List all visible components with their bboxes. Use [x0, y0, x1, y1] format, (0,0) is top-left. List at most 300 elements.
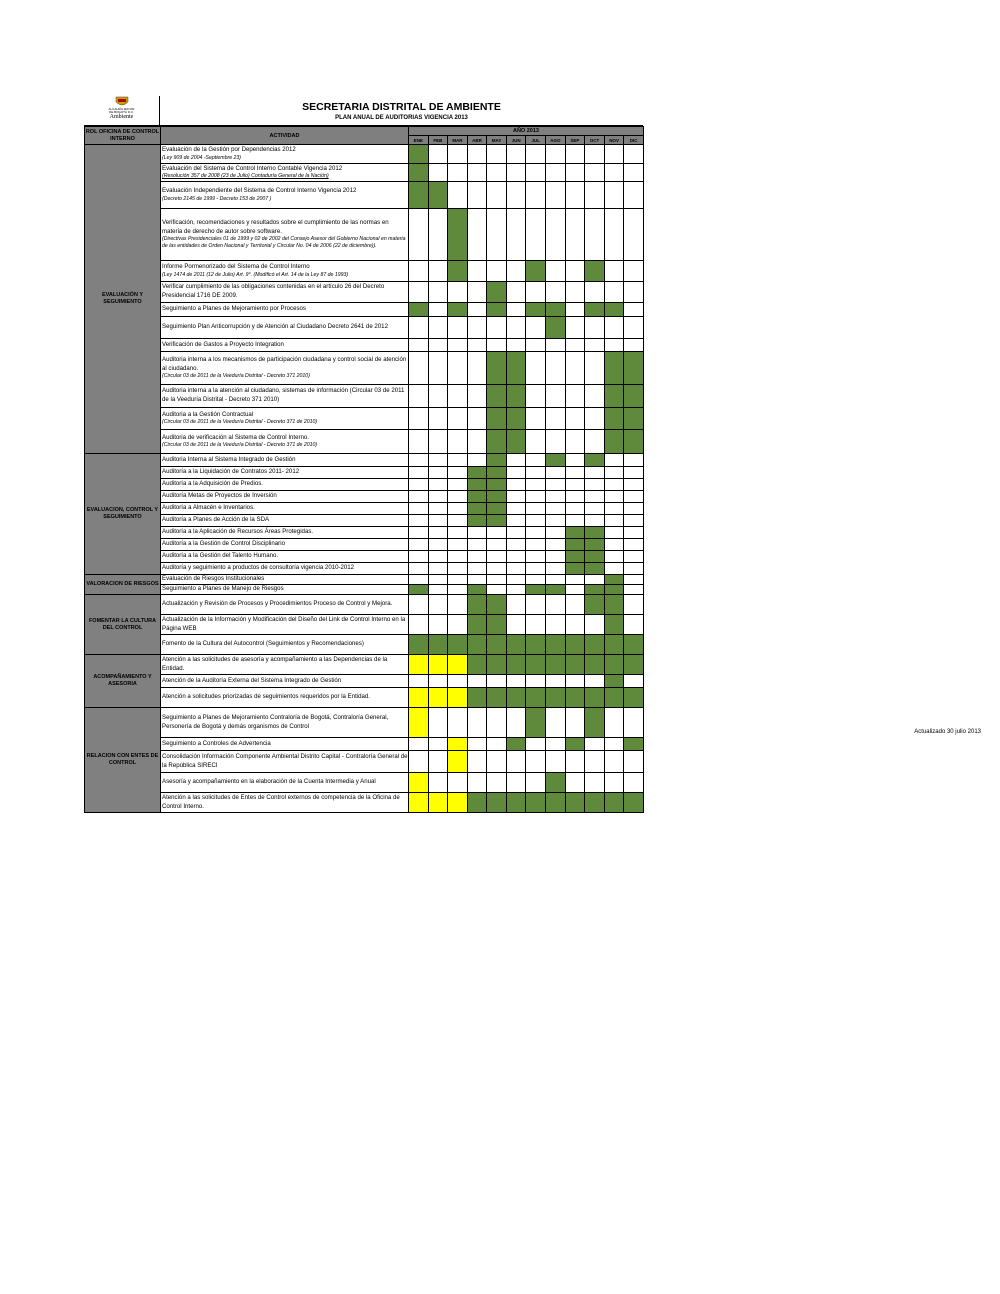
month-cell — [546, 339, 566, 352]
month-cell — [487, 145, 507, 164]
month-cell — [624, 479, 644, 491]
scheduled-month-cell — [604, 675, 624, 688]
activity-text: Evaluación del Sistema de Control Interno Contable Vigencia 2012 — [162, 164, 343, 172]
month-cell — [565, 282, 585, 303]
activity-cell — [161, 339, 409, 352]
month-cell — [506, 467, 526, 479]
activity-row — [85, 408, 644, 430]
month-header: SEP — [565, 136, 585, 145]
month-cell — [428, 145, 448, 164]
month-cell — [526, 527, 546, 539]
highlighted-month-cell — [448, 738, 468, 751]
scheduled-month-cell — [585, 688, 605, 708]
scheduled-month-cell — [604, 595, 624, 615]
month-cell — [526, 503, 546, 515]
scheduled-month-cell — [467, 655, 487, 675]
activity-cell — [161, 793, 409, 813]
activity-legal-note: (Directivas Presidenciales 01 de 1999 y 02 de 2002 del Consejo Asesor del Gobierno Nacional en materia de las entidades de Orden Nacional y Territorial y Circular No. 04 de 2006 (22 de diciembre)). — [162, 236, 406, 250]
month-cell — [448, 491, 468, 503]
scheduled-month-cell — [565, 688, 585, 708]
scheduled-month-cell — [487, 635, 507, 655]
month-cell — [624, 303, 644, 317]
month-cell — [467, 430, 487, 454]
month-cell — [526, 479, 546, 491]
scheduled-month-cell — [487, 282, 507, 303]
scheduled-month-cell — [604, 303, 624, 317]
activity-text: Auditoría y seguimiento a productos de consultoría vigencia 2010-2012 — [162, 564, 355, 572]
month-cell — [448, 182, 468, 209]
activity-row — [85, 575, 644, 585]
scheduled-month-cell — [565, 527, 585, 539]
month-cell — [565, 182, 585, 209]
scheduled-month-cell — [526, 585, 546, 595]
scheduled-month-cell — [467, 635, 487, 655]
activity-cell — [161, 282, 409, 303]
month-cell — [565, 408, 585, 430]
activity-cell — [161, 408, 409, 430]
month-cell — [409, 408, 429, 430]
month-cell — [506, 675, 526, 688]
month-cell — [506, 145, 526, 164]
activity-text: Evaluación de Riesgos Institucionales — [162, 575, 265, 583]
scheduled-month-cell — [526, 261, 546, 282]
activity-cell — [161, 430, 409, 454]
scheduled-month-cell — [467, 479, 487, 491]
month-cell — [604, 539, 624, 551]
month-cell — [624, 454, 644, 467]
month-cell — [565, 352, 585, 385]
month-cell — [585, 515, 605, 527]
month-cell — [487, 751, 507, 773]
activity-text: Atención a solicitudes priorizadas de seguimientos requeridos por la Entidad. — [162, 693, 370, 701]
scheduled-month-cell — [487, 793, 507, 813]
month-cell — [624, 585, 644, 595]
highlighted-month-cell — [428, 688, 448, 708]
month-cell — [604, 479, 624, 491]
month-header: NOV — [604, 136, 624, 145]
month-cell — [428, 209, 448, 261]
scheduled-month-cell — [546, 303, 566, 317]
month-cell — [428, 615, 448, 635]
month-cell — [526, 467, 546, 479]
activity-text: Seguimiento Plan Anticorrupción y de Atención al Ciudadano Decreto 2641 de 2012 — [162, 323, 388, 331]
month-cell — [565, 675, 585, 688]
month-cell — [506, 339, 526, 352]
month-cell — [526, 317, 546, 339]
activity-cell — [161, 551, 409, 563]
month-cell — [585, 317, 605, 339]
month-cell — [526, 145, 546, 164]
month-cell — [565, 615, 585, 635]
month-cell — [428, 164, 448, 182]
month-cell — [487, 575, 507, 585]
month-cell — [624, 339, 644, 352]
month-cell — [409, 317, 429, 339]
month-cell — [448, 595, 468, 615]
month-cell — [487, 551, 507, 563]
month-cell — [604, 708, 624, 738]
activity-text: Actualización de la Información y Modificación del Diseño del Link de Control Interno en la Página WEB — [162, 615, 406, 632]
month-cell — [526, 539, 546, 551]
scheduled-month-cell — [448, 261, 468, 282]
scheduled-month-cell — [565, 539, 585, 551]
scheduled-month-cell — [487, 491, 507, 503]
scheduled-month-cell — [487, 408, 507, 430]
month-cell — [526, 773, 546, 793]
month-cell — [467, 551, 487, 563]
month-cell — [546, 738, 566, 751]
month-cell — [546, 282, 566, 303]
month-cell — [565, 209, 585, 261]
month-cell — [428, 339, 448, 352]
month-cell — [526, 515, 546, 527]
month-cell — [624, 467, 644, 479]
activity-row — [85, 551, 644, 563]
activity-legal-note: (Resolución 357 de 2008 (23 de Julio) Contaduría General de la Nación) — [162, 173, 329, 180]
month-cell — [467, 773, 487, 793]
month-cell — [428, 563, 448, 575]
activity-row — [85, 352, 644, 385]
activity-row — [85, 615, 644, 635]
month-cell — [409, 261, 429, 282]
month-cell — [624, 708, 644, 738]
month-cell — [467, 339, 487, 352]
month-cell — [585, 467, 605, 479]
month-cell — [506, 261, 526, 282]
month-cell — [448, 145, 468, 164]
activity-row — [85, 479, 644, 491]
scheduled-month-cell — [487, 595, 507, 615]
month-cell — [546, 595, 566, 615]
month-cell — [448, 708, 468, 738]
month-cell — [409, 563, 429, 575]
month-cell — [546, 527, 566, 539]
scheduled-month-cell — [428, 182, 448, 209]
month-cell — [624, 615, 644, 635]
activity-text: Auditoría a la Gestión del Talento Humano. — [162, 552, 279, 560]
activity-text: Auditoría a la Adquisición de Predios. — [162, 480, 263, 488]
scheduled-month-cell — [546, 585, 566, 595]
activity-cell — [161, 615, 409, 635]
month-cell — [526, 408, 546, 430]
scheduled-month-cell — [565, 793, 585, 813]
month-cell — [526, 164, 546, 182]
month-cell — [546, 385, 566, 408]
month-cell — [448, 339, 468, 352]
month-cell — [487, 563, 507, 575]
logo-line-3: Ambiente — [109, 114, 134, 120]
month-cell — [624, 551, 644, 563]
month-cell — [585, 164, 605, 182]
scheduled-month-cell — [624, 793, 644, 813]
scheduled-month-cell — [506, 793, 526, 813]
month-cell — [565, 491, 585, 503]
activity-text: Actualización y Revisión de Procesos y Procedimientos Proceso de Control y Mejora. — [162, 600, 393, 608]
month-cell — [526, 339, 546, 352]
month-cell — [448, 352, 468, 385]
month-cell — [428, 430, 448, 454]
month-header: FEB — [428, 136, 448, 145]
scheduled-month-cell — [565, 635, 585, 655]
month-cell — [565, 515, 585, 527]
month-cell — [585, 430, 605, 454]
role-group-label: RELACION CON ENTES DE CONTROL — [85, 708, 161, 813]
scheduled-month-cell — [506, 688, 526, 708]
month-cell — [585, 575, 605, 585]
scheduled-month-cell — [565, 738, 585, 751]
month-cell — [604, 182, 624, 209]
month-cell — [624, 675, 644, 688]
month-cell — [428, 773, 448, 793]
month-cell — [448, 551, 468, 563]
month-cell — [506, 303, 526, 317]
month-cell — [546, 675, 566, 688]
activity-cell — [161, 585, 409, 595]
month-cell — [506, 479, 526, 491]
activity-row — [85, 793, 644, 813]
month-cell — [467, 675, 487, 688]
month-cell — [624, 527, 644, 539]
month-cell — [409, 539, 429, 551]
month-cell — [565, 585, 585, 595]
scheduled-month-cell — [624, 430, 644, 454]
scheduled-month-cell — [487, 503, 507, 515]
month-cell — [624, 209, 644, 261]
month-cell — [467, 182, 487, 209]
activity-cell — [161, 467, 409, 479]
activity-text: Seguimiento a Planes de Mejoramiento por Procesos — [162, 305, 306, 313]
activity-row — [85, 595, 644, 615]
month-cell — [506, 503, 526, 515]
month-cell — [624, 515, 644, 527]
month-cell — [624, 751, 644, 773]
month-cell — [448, 408, 468, 430]
month-cell — [624, 503, 644, 515]
month-cell — [409, 595, 429, 615]
month-cell — [448, 675, 468, 688]
scheduled-month-cell — [487, 479, 507, 491]
month-cell — [526, 182, 546, 209]
highlighted-month-cell — [428, 655, 448, 675]
scheduled-month-cell — [546, 635, 566, 655]
month-cell — [624, 773, 644, 793]
month-cell — [506, 282, 526, 303]
month-cell — [487, 317, 507, 339]
month-cell — [409, 738, 429, 751]
activity-legal-note: (Ley 1474 de 2011 (12 de Julio) Art. 9°. (Modificó el Art. 14 de la Ley 87 de 1993) — [162, 271, 349, 278]
scheduled-month-cell — [487, 352, 507, 385]
scheduled-month-cell — [506, 430, 526, 454]
month-cell — [565, 595, 585, 615]
month-cell — [585, 385, 605, 408]
month-cell — [546, 503, 566, 515]
activity-text: Evaluación Independiente del Sistema de Control Interno Vigencia 2012 — [162, 187, 357, 195]
month-cell — [604, 164, 624, 182]
month-cell — [546, 575, 566, 585]
month-cell — [467, 751, 487, 773]
activity-cell — [161, 515, 409, 527]
month-cell — [428, 675, 448, 688]
month-cell — [604, 738, 624, 751]
month-cell — [546, 551, 566, 563]
month-cell — [624, 145, 644, 164]
scheduled-month-cell — [467, 793, 487, 813]
scheduled-month-cell — [604, 635, 624, 655]
month-cell — [546, 751, 566, 773]
month-cell — [487, 585, 507, 595]
activity-row — [85, 209, 644, 261]
activity-text: Auditoría Metas de Proyectos de Inversión — [162, 492, 277, 500]
month-cell — [565, 751, 585, 773]
scheduled-month-cell — [467, 467, 487, 479]
month-cell — [526, 551, 546, 563]
month-cell — [506, 751, 526, 773]
scheduled-month-cell — [409, 182, 429, 209]
month-cell — [448, 575, 468, 585]
scheduled-month-cell — [565, 551, 585, 563]
month-cell — [546, 515, 566, 527]
scheduled-month-cell — [624, 385, 644, 408]
scheduled-month-cell — [585, 551, 605, 563]
scheduled-month-cell — [526, 688, 546, 708]
month-cell — [585, 339, 605, 352]
month-cell — [428, 282, 448, 303]
activity-text: Auditoria Interna al Sistema Integrado de Gestión — [162, 455, 296, 463]
scheduled-month-cell — [467, 688, 487, 708]
month-cell — [467, 454, 487, 467]
scheduled-month-cell — [585, 708, 605, 738]
activity-cell — [161, 145, 409, 164]
month-cell — [585, 182, 605, 209]
month-cell — [448, 539, 468, 551]
scheduled-month-cell — [506, 352, 526, 385]
activity-cell — [161, 261, 409, 282]
activity-text: Atención a las solicitudes de asesoría y acompañamiento a las Dependencias de la Entidad. — [162, 655, 388, 672]
month-cell — [506, 491, 526, 503]
month-cell — [585, 352, 605, 385]
month-cell — [624, 182, 644, 209]
month-cell — [409, 615, 429, 635]
month-cell — [448, 615, 468, 635]
month-cell — [565, 164, 585, 182]
scheduled-month-cell — [448, 303, 468, 317]
scheduled-month-cell — [624, 408, 644, 430]
activity-row — [85, 467, 644, 479]
audit-plan-document — [84, 96, 643, 813]
month-cell — [409, 339, 429, 352]
scheduled-month-cell — [604, 430, 624, 454]
scheduled-month-cell — [546, 655, 566, 675]
activity-text: Atención a las solicitudes de Entes de Control externos de competencia de la Oficina de Control Interno. — [162, 793, 400, 810]
month-cell — [546, 479, 566, 491]
month-cell — [428, 352, 448, 385]
month-cell — [506, 539, 526, 551]
month-cell — [487, 261, 507, 282]
scheduled-month-cell — [526, 303, 546, 317]
scheduled-month-cell — [604, 575, 624, 585]
activity-legal-note: (Circular 03 de 2011 de la Veeduría Distrital - Decreto 371 de 2010) — [162, 419, 318, 426]
highlighted-month-cell — [409, 655, 429, 675]
month-cell — [506, 317, 526, 339]
scheduled-month-cell — [604, 615, 624, 635]
scheduled-month-cell — [409, 303, 429, 317]
month-cell — [526, 491, 546, 503]
month-cell — [546, 539, 566, 551]
month-cell — [565, 317, 585, 339]
scheduled-month-cell — [624, 352, 644, 385]
activity-text: Auditoria interna a la atención al ciudadano, sistemas de información (Circular 03 de 2011 de la Veeduría Distrital - Decreto 371 2010) — [162, 387, 405, 403]
activity-text: Evaluación de la Gestión por Dependencias 2012 — [162, 146, 296, 154]
scheduled-month-cell — [546, 317, 566, 339]
month-cell — [546, 491, 566, 503]
scheduled-month-cell — [428, 635, 448, 655]
month-cell — [546, 145, 566, 164]
highlighted-month-cell — [409, 708, 429, 738]
month-cell — [409, 209, 429, 261]
activity-row — [85, 539, 644, 551]
highlighted-month-cell — [409, 688, 429, 708]
scheduled-month-cell — [604, 793, 624, 813]
logo-line-1: ALCALDÍA MAYOR — [108, 107, 135, 111]
scheduled-month-cell — [565, 563, 585, 575]
month-cell — [428, 491, 448, 503]
month-cell — [506, 595, 526, 615]
month-cell — [565, 385, 585, 408]
scheduled-month-cell — [467, 595, 487, 615]
activity-cell — [161, 635, 409, 655]
activity-row — [85, 585, 644, 595]
scheduled-month-cell — [467, 585, 487, 595]
month-cell — [526, 595, 546, 615]
month-cell — [428, 467, 448, 479]
activity-row — [85, 503, 644, 515]
month-cell — [565, 145, 585, 164]
month-cell — [546, 164, 566, 182]
month-cell — [526, 209, 546, 261]
month-cell — [585, 491, 605, 503]
scheduled-month-cell — [487, 515, 507, 527]
month-cell — [428, 261, 448, 282]
month-cell — [526, 454, 546, 467]
month-cell — [409, 454, 429, 467]
month-cell — [565, 261, 585, 282]
month-cell — [585, 738, 605, 751]
scheduled-month-cell — [624, 688, 644, 708]
month-cell — [428, 454, 448, 467]
scheduled-month-cell — [506, 635, 526, 655]
month-cell — [428, 303, 448, 317]
month-cell — [604, 515, 624, 527]
activity-row — [85, 751, 644, 773]
month-cell — [428, 515, 448, 527]
highlighted-month-cell — [448, 688, 468, 708]
scheduled-month-cell — [585, 585, 605, 595]
month-cell — [467, 317, 487, 339]
month-cell — [448, 430, 468, 454]
activity-row — [85, 430, 644, 454]
month-cell — [409, 491, 429, 503]
month-cell — [506, 575, 526, 585]
month-cell — [506, 708, 526, 738]
scheduled-month-cell — [506, 385, 526, 408]
activity-legal-note: (Decreto 2145 de 1999 - Decreto 153 de 2007 ) — [162, 195, 272, 202]
scheduled-month-cell — [585, 454, 605, 467]
scheduled-month-cell — [467, 491, 487, 503]
month-header: JUN — [506, 136, 526, 145]
scheduled-month-cell — [546, 793, 566, 813]
month-cell — [565, 503, 585, 515]
month-cell — [506, 209, 526, 261]
